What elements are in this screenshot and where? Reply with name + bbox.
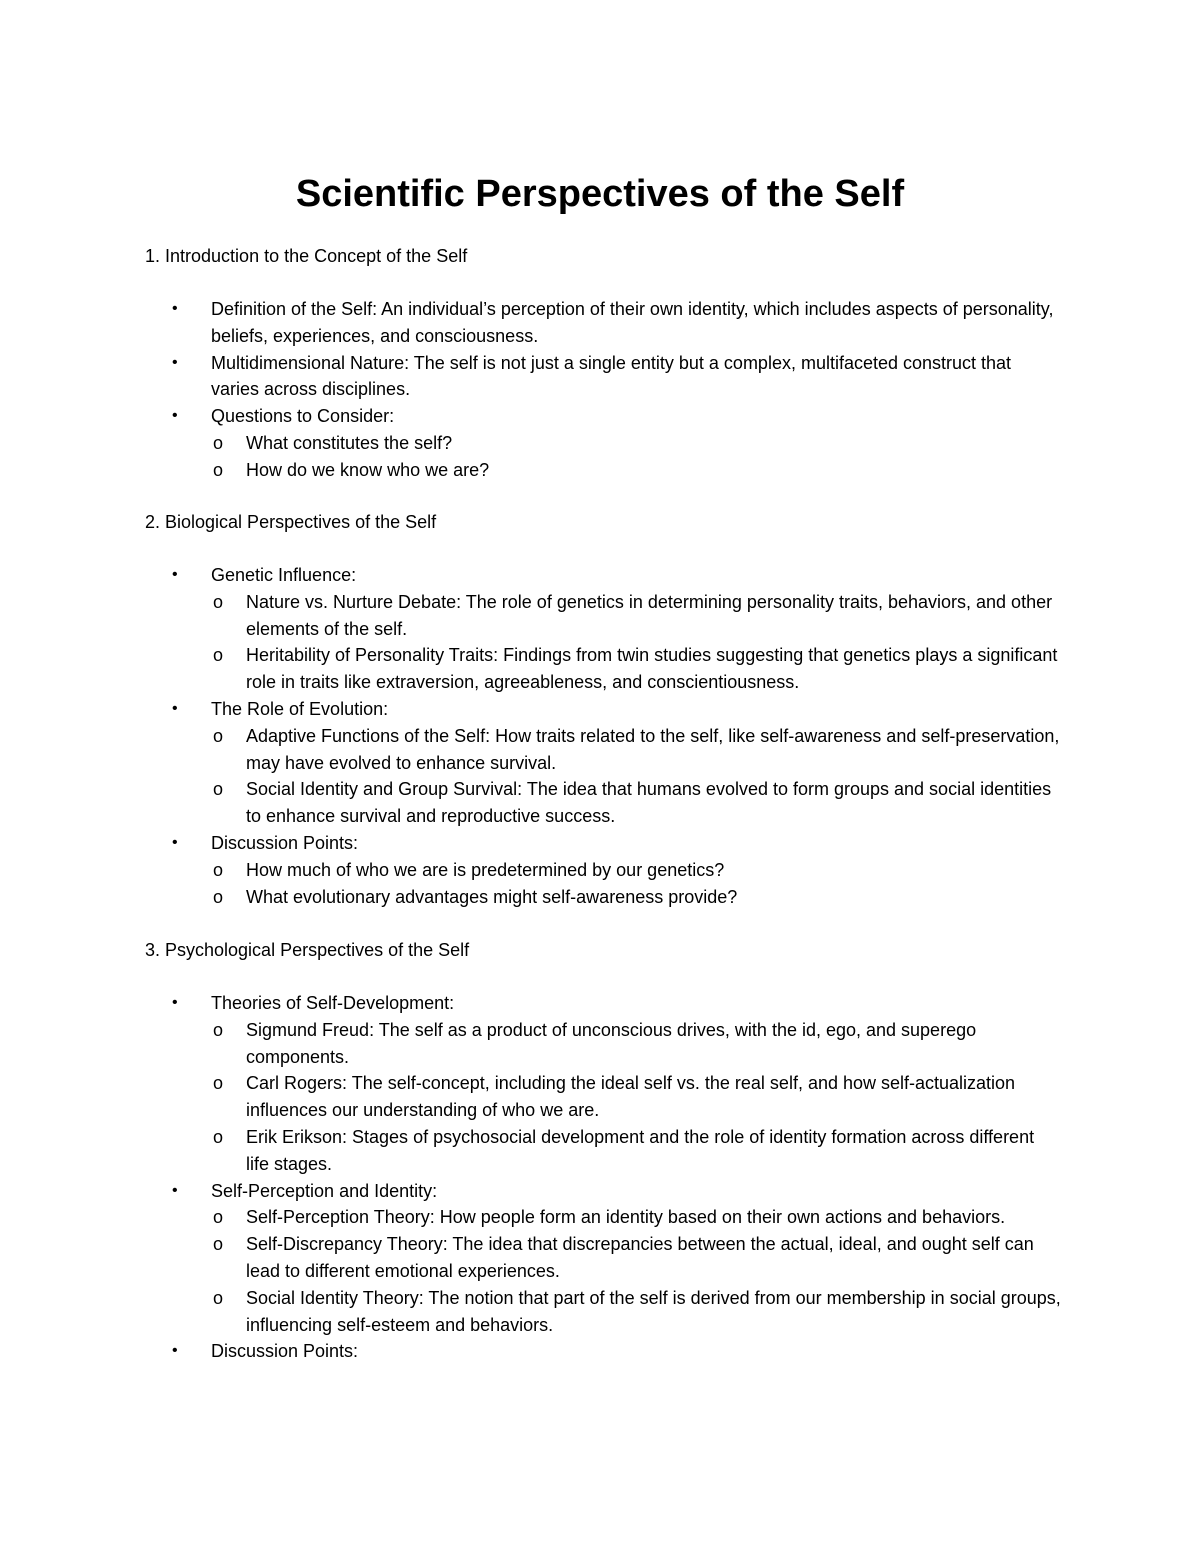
list-item [0, 562, 1061, 589]
section-list-psychological [0, 990, 1200, 1365]
sub-bullet-icon: o [213, 645, 224, 666]
list-item-text: Discussion Points: [211, 1341, 359, 1362]
sub-bullet-icon: o [213, 779, 224, 800]
sub-bullet-icon: o [213, 591, 224, 612]
bullet-icon: • [172, 699, 178, 717]
list-item-text: Theories of Self-Development: [211, 993, 455, 1013]
list-item-text: Discussion Points: [211, 832, 359, 853]
sub-list-item [0, 1124, 1061, 1178]
sub-list-item [0, 430, 1061, 457]
sub-list-item [0, 884, 1061, 911]
sub-list-item [0, 1204, 1061, 1231]
sub-bullet-icon: o [213, 1126, 224, 1147]
bullet-icon: • [172, 300, 178, 317]
sub-list-item [0, 1017, 1061, 1071]
section-list-introduction [0, 296, 1200, 484]
sub-list-item [0, 723, 1061, 777]
list-item-text: Nature vs. Nurture Debate: The role of genetics in determining personality traits, behaviors, and other elements of the self. [246, 591, 1053, 639]
list-item-text: Self-Discrepancy Theory: The idea that discrepancies between the actual, ideal, and ought self can lead to different emotional experiences. [246, 1234, 1034, 1281]
bullet-icon: • [172, 353, 178, 371]
bullet-icon: • [172, 566, 178, 583]
sub-bullet-icon: o [213, 1207, 224, 1228]
sub-bullet-icon: o [213, 1287, 224, 1308]
list-item-text: What evolutionary advantages might self-awareness provide? [246, 886, 738, 907]
sub-bullet-icon: o [213, 1073, 224, 1094]
list-item-text: Social Identity Theory: The notion that part of the self is derived from our membership in social groups, influencing self-esteem and behaviors. [246, 1287, 1061, 1335]
list-item-text: Self-Perception Theory: How people form an identity based on their own actions and behaviors. [246, 1207, 1006, 1228]
sub-list-item [0, 776, 1061, 830]
list-item-text: Social Identity and Group Survival: The idea that humans evolved to form groups and social identities to enhance survival and reproductive success. [246, 779, 1052, 827]
sub-list-item [0, 857, 1061, 884]
bullet-icon: • [172, 1342, 178, 1360]
list-item [0, 296, 1061, 350]
sub-bullet-icon: o [213, 886, 224, 907]
sub-bullet-icon: o [213, 859, 224, 880]
sub-bullet-icon: o [213, 1234, 224, 1255]
list-item-text: Adaptive Functions of the Self: How traits related to the self, like self-awareness and self-preservation, may have evolved to enhance survival. [246, 725, 1060, 773]
section-heading-introduction: 1. Introduction to the Concept of the Self [145, 246, 468, 266]
sub-list-item [0, 1070, 1061, 1124]
section-list-biological [0, 562, 1200, 910]
sub-bullet-icon: o [213, 459, 224, 480]
list-item-text: How do we know who we are? [246, 459, 490, 480]
list-item [0, 696, 1061, 723]
list-item [0, 1338, 1061, 1365]
list-item-text: Questions to Consider: [211, 406, 395, 427]
list-item-text: Sigmund Freud: The self as a product of unconscious drives, with the id, ego, and superego components. [246, 1019, 977, 1067]
sub-bullet-icon: o [213, 1019, 224, 1040]
list-item-text: The Role of Evolution: [211, 698, 389, 719]
list-item [0, 990, 1061, 1017]
bullet-icon: • [172, 994, 178, 1011]
sub-list-item [0, 1231, 1061, 1285]
bullet-icon: • [172, 407, 178, 425]
list-item-text: Genetic Influence: [211, 565, 357, 585]
list-item-text: Carl Rogers: The self-concept, including the ideal self vs. the real self, and how self-actualization influences our understanding of who we are. [246, 1073, 1016, 1121]
list-item-text: How much of who we are is predetermined by our genetics? [246, 859, 725, 880]
list-item-text: What constitutes the self? [246, 432, 453, 453]
sub-list-item [0, 589, 1061, 643]
section-heading-biological: 2. Biological Perspectives of the Self [145, 512, 437, 532]
list-item [0, 830, 1061, 857]
list-item-text: Heritability of Personality Traits: Findings from twin studies suggesting that genetics plays a significant role in traits like extraversion, agreeableness, and conscientiousness. [246, 645, 1058, 693]
bullet-icon: • [172, 1181, 178, 1199]
sub-list-item [0, 457, 1061, 484]
document-title: Scientific Perspectives of the Self [295, 173, 905, 215]
list-item [0, 350, 1061, 404]
list-item-text: Self-Perception and Identity: [211, 1180, 438, 1201]
list-item-text: Definition of the Self: An individual’s perception of their own identity, which includes aspects of personality, beliefs, experiences, and consciousness. [211, 299, 1054, 346]
list-item [0, 1178, 1061, 1205]
bullet-icon: • [172, 833, 178, 851]
sub-bullet-icon: o [213, 432, 224, 453]
sub-list-item [0, 1285, 1061, 1339]
list-item [0, 403, 1061, 430]
sub-list-item [0, 642, 1061, 696]
list-item-text: Multidimensional Nature: The self is not just a single entity but a complex, multifaceted construct that varies across disciplines. [211, 352, 1012, 400]
list-item-text: Erik Erikson: Stages of psychosocial development and the role of identity formation across different life stages. [246, 1126, 1035, 1174]
section-heading-psychological: 3. Psychological Perspectives of the Self [145, 940, 470, 960]
sub-bullet-icon: o [213, 725, 224, 746]
